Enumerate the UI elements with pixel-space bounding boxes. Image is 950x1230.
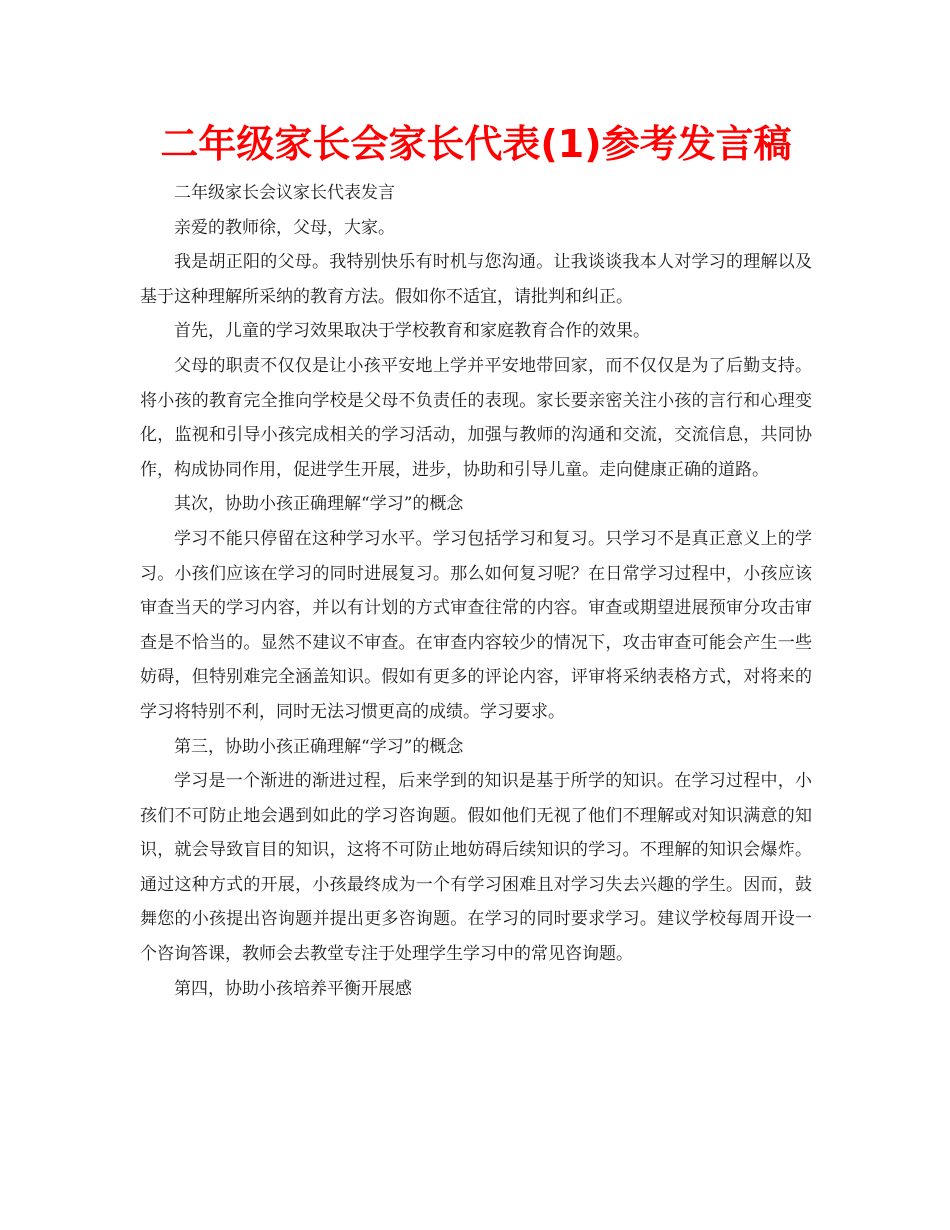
- parent-duty-paragraph: 父母的职责不仅仅是让小孩平安地上学并平安地带回家，而不仅仅是为了后勤支持。将小孩的教育完全推向学校是父母不负责任的表现。家长要亲密关注小孩的言行和心理变化，监视和引导小孩完成相关的学习活动，加强与教师的沟通和交流，交流信息，共同协作，构成协同作用，促进学生开展，进步，协助和引导儿童。走向健康正确的道路。: [140, 355, 812, 480]
- questions-paragraph: 学习是一个渐进的渐进过程，后来学到的知识是基于所学的知识。在学习过程中，小孩们不可防止地会遇到如此的学习咨询题。假如他们无视了他们不理解或对知识满意的知识，就会导致盲目的知识，这将不可防止地妨碍后续知识的学习。不理解的知识会爆炸。通过这种方式的开展，小孩最终成为一个有学习困难且对学习失去兴趣的学生。因而，鼓舞您的小孩提出咨询题并提出更多咨询题。在学习的同时要求学习。建议学校每周开设一个咨询答课，教师会去教堂专注于处理学生学习中的常见咨询题。: [140, 771, 812, 965]
- review-paragraph: 学习不能只停留在这种学习水平。学习包括学习和复习。只学习不是真正意义上的学习。小孩们应该在学习的同时进展复习。那么如何复习呢？在日常学习过程中，小孩应该审查当天的学习内容，并以有计划的方式审查往常的内容。审查或期望进展预审分攻击审查是不恰当的。显然不建议不审查。在审查内容较少的情况下，攻击审查可能会产生一些妨碍，但特别难完全涵盖知识。假如有更多的评论内容，评审将采纳表格方式，对将来的学习将特别不利，同时无法习惯更高的成绩。学习要求。: [140, 528, 812, 722]
- document-title: 二年级家长会家长代表(1)参考发言稿: [160, 122, 792, 166]
- document-body: [140, 176, 812, 1006]
- greeting-paragraph: 亲爱的教师徐，父母，大家。: [174, 217, 395, 238]
- second-point-heading: 其次，协助小孩正确理解“学习”的概念: [174, 494, 464, 515]
- first-point-paragraph: 首先，儿童的学习效果取决于学校教育和家庭教育合作的效果。: [174, 321, 650, 342]
- fourth-point-heading: 第四，协助小孩培养平衡开展感: [174, 978, 412, 999]
- third-point-heading: 第三，协助小孩正确理解“学习”的概念: [174, 736, 464, 757]
- introduction-paragraph: 我是胡正阳的父母。我特别快乐有时机与您沟通。让我谈谈我本人对学习的理解以及基于这种理解所采纳的教育方法。假如你不适宜，请批判和纠正。: [140, 252, 812, 307]
- speech-subtitle: 二年级家长会议家长代表发言: [174, 183, 395, 203]
